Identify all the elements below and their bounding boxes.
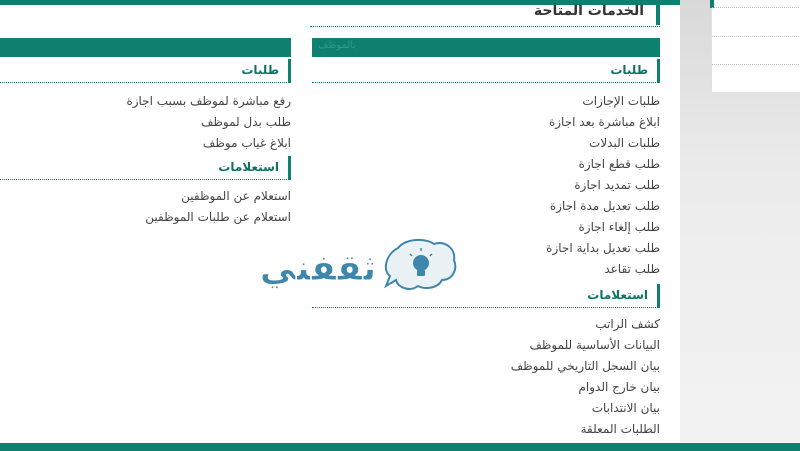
service-link[interactable]: استعلام عن الموظفين: [181, 189, 291, 203]
left-inquiries-header: [0, 156, 291, 180]
service-link[interactable]: الطلبات المعلقة: [580, 422, 660, 436]
watermark-logo: [258, 236, 458, 300]
left-requests-header: [0, 59, 291, 83]
page-title: الخدمات المتاحة: [533, 3, 644, 19]
service-link[interactable]: كشف الراتب: [595, 317, 660, 331]
service-link[interactable]: بيان السجل التاريخي للموظف: [510, 359, 660, 373]
left-inquiries-title: استعلامات: [218, 160, 279, 174]
page-title-accent: [656, 0, 660, 25]
side-panel-row[interactable]: [712, 36, 800, 37]
section-accent: [657, 59, 660, 83]
service-link[interactable]: طلب تعديل مدة اجازة: [549, 199, 660, 213]
service-link[interactable]: طلب تمديد اجازة: [574, 178, 660, 192]
side-panel-row[interactable]: [712, 7, 800, 8]
watermark-text: ثقفني: [259, 248, 377, 289]
service-link[interactable]: ابلاغ مباشرة بعد اجازة: [548, 115, 660, 129]
left-column-strip: [0, 38, 291, 57]
side-panel-row[interactable]: [712, 64, 800, 65]
service-link[interactable]: طلب تعديل بداية اجازة: [546, 241, 660, 255]
service-link[interactable]: ابلاغ غياب موظف: [202, 136, 291, 150]
bottom-bar: [0, 443, 800, 451]
service-link[interactable]: طلب قطع اجازة: [578, 157, 660, 171]
strip-faded-text: بالموظف: [318, 40, 357, 51]
section-accent: [288, 156, 291, 180]
right-requests-header: [312, 59, 660, 83]
service-link[interactable]: البيانات الأساسية للموظف: [529, 338, 660, 352]
service-link[interactable]: طلب تقاعد: [604, 262, 660, 276]
page-title-bar: [310, 0, 660, 27]
right-column-strip: [312, 38, 660, 57]
service-link[interactable]: رفع مباشرة لموظف بسبب اجازة: [126, 94, 291, 108]
service-link[interactable]: بيان خارج الدوام: [578, 380, 660, 394]
service-link[interactable]: طلبات البدلات: [589, 136, 660, 150]
section-accent: [657, 284, 660, 308]
service-link[interactable]: طلب إلغاء اجازة: [578, 220, 660, 234]
section-accent: [288, 59, 291, 83]
right-inquiries-title: استعلامات: [587, 288, 648, 302]
left-requests-title: طلبات: [241, 63, 279, 77]
service-link[interactable]: بيان الانتدابات: [591, 401, 660, 415]
side-panel: [711, 0, 800, 92]
service-link[interactable]: طلب بدل لموظف: [200, 115, 291, 129]
service-link[interactable]: استعلام عن طلبات الموظفين: [145, 210, 291, 224]
service-link[interactable]: طلبات الإجازات: [582, 94, 660, 108]
right-requests-title: طلبات: [610, 63, 648, 77]
